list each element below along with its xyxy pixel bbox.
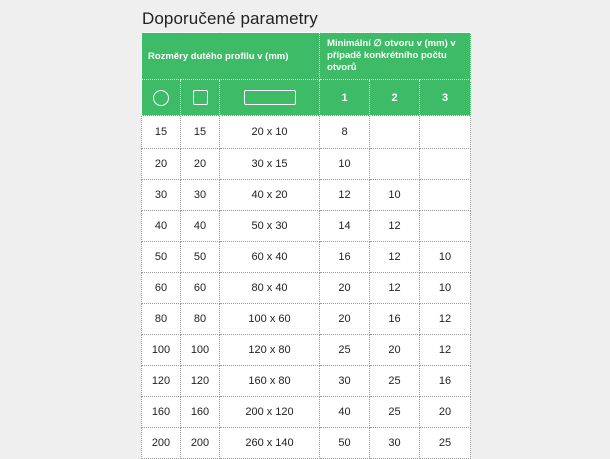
rect-profile-size: 30 x 15 bbox=[220, 149, 320, 180]
rectangle-icon bbox=[244, 90, 296, 105]
table-row bbox=[142, 116, 471, 149]
square-profile-header bbox=[181, 80, 220, 116]
min-diameter-3-holes: 10 bbox=[420, 242, 471, 273]
min-diameter-1-hole: 20 bbox=[320, 304, 370, 335]
square-profile-size: 160 bbox=[181, 397, 220, 428]
square-profile-size: 50 bbox=[181, 242, 220, 273]
min-diameter-1-hole: 30 bbox=[320, 366, 370, 397]
min-diameter-3-holes: 12 bbox=[420, 304, 471, 335]
table-row bbox=[142, 211, 471, 242]
round-profile-size: 100 bbox=[142, 335, 181, 366]
round-profile-size: 15 bbox=[142, 116, 181, 149]
square-profile-size: 120 bbox=[181, 366, 220, 397]
min-diameter-3-holes: 10 bbox=[420, 273, 471, 304]
square-profile-size: 30 bbox=[181, 180, 220, 211]
min-diameter-3-holes: 16 bbox=[420, 366, 471, 397]
min-diameter-2-holes: 12 bbox=[370, 211, 420, 242]
holes-count-1: 1 bbox=[320, 80, 370, 116]
rect-profile-size: 60 x 40 bbox=[220, 242, 320, 273]
square-profile-size: 20 bbox=[181, 149, 220, 180]
min-diameter-1-hole: 10 bbox=[320, 149, 370, 180]
min-diameter-2-holes: 25 bbox=[370, 366, 420, 397]
holes-count-3: 3 bbox=[420, 80, 471, 116]
min-diameter-3-holes: 12 bbox=[420, 335, 471, 366]
rect-profile-size: 120 x 80 bbox=[220, 335, 320, 366]
rect-profile-size: 20 x 10 bbox=[220, 116, 320, 149]
min-diameter-2-holes bbox=[370, 116, 420, 149]
min-diameter-1-hole: 25 bbox=[320, 335, 370, 366]
profile-dimensions-header: Rozměry dutého profilu v (mm) bbox=[142, 33, 320, 80]
square-profile-size: 80 bbox=[181, 304, 220, 335]
min-diameter-3-holes: 20 bbox=[420, 397, 471, 428]
table-row bbox=[142, 273, 471, 304]
round-profile-size: 40 bbox=[142, 211, 181, 242]
min-diameter-2-holes: 10 bbox=[370, 180, 420, 211]
table-row bbox=[142, 335, 471, 366]
table-row bbox=[142, 180, 471, 211]
square-icon bbox=[193, 90, 208, 105]
round-profile-size: 80 bbox=[142, 304, 181, 335]
rect-profile-size: 260 x 140 bbox=[220, 428, 320, 459]
square-profile-size: 200 bbox=[181, 428, 220, 459]
min-diameter-3-holes bbox=[420, 211, 471, 242]
min-diameter-2-holes bbox=[370, 149, 420, 180]
parameters-table bbox=[141, 32, 471, 459]
min-diameter-3-holes bbox=[420, 149, 471, 180]
circle-icon bbox=[153, 90, 169, 106]
min-diameter-2-holes: 20 bbox=[370, 335, 420, 366]
table-row bbox=[142, 397, 471, 428]
min-diameter-1-hole: 16 bbox=[320, 242, 370, 273]
table-row bbox=[142, 428, 471, 459]
min-diameter-3-holes bbox=[420, 180, 471, 211]
min-diameter-1-hole: 20 bbox=[320, 273, 370, 304]
square-profile-size: 100 bbox=[181, 335, 220, 366]
min-diameter-2-holes: 12 bbox=[370, 242, 420, 273]
min-diameter-2-holes: 16 bbox=[370, 304, 420, 335]
square-profile-size: 60 bbox=[181, 273, 220, 304]
square-profile-size: 15 bbox=[181, 116, 220, 149]
min-diameter-3-holes: 25 bbox=[420, 428, 471, 459]
round-profile-size: 60 bbox=[142, 273, 181, 304]
table-row bbox=[142, 242, 471, 273]
min-diameter-2-holes: 25 bbox=[370, 397, 420, 428]
round-profile-size: 200 bbox=[142, 428, 181, 459]
square-profile-size: 40 bbox=[181, 211, 220, 242]
page-title: Doporučené parametry bbox=[142, 9, 318, 28]
round-profile-size: 160 bbox=[142, 397, 181, 428]
rectangular-profile-header bbox=[220, 80, 320, 116]
table-row bbox=[142, 149, 471, 180]
round-profile-size: 120 bbox=[142, 366, 181, 397]
holes-count-2: 2 bbox=[370, 80, 420, 116]
min-diameter-1-hole: 50 bbox=[320, 428, 370, 459]
rect-profile-size: 50 x 30 bbox=[220, 211, 320, 242]
rect-profile-size: 100 x 60 bbox=[220, 304, 320, 335]
table-row bbox=[142, 304, 471, 335]
min-diameter-1-hole: 40 bbox=[320, 397, 370, 428]
round-profile-header bbox=[142, 80, 181, 116]
round-profile-size: 30 bbox=[142, 180, 181, 211]
rect-profile-size: 160 x 80 bbox=[220, 366, 320, 397]
min-diameter-1-hole: 12 bbox=[320, 180, 370, 211]
rect-profile-size: 80 x 40 bbox=[220, 273, 320, 304]
min-diameter-1-hole: 14 bbox=[320, 211, 370, 242]
min-diameter-2-holes: 30 bbox=[370, 428, 420, 459]
min-hole-diameter-header: Minimální ∅ otvoru v (mm) v případě konkrétního počtu otvorů bbox=[320, 33, 471, 80]
round-profile-size: 20 bbox=[142, 149, 181, 180]
min-diameter-1-hole: 8 bbox=[320, 116, 370, 149]
min-diameter-3-holes bbox=[420, 116, 471, 149]
min-diameter-2-holes: 12 bbox=[370, 273, 420, 304]
round-profile-size: 50 bbox=[142, 242, 181, 273]
rect-profile-size: 200 x 120 bbox=[220, 397, 320, 428]
rect-profile-size: 40 x 20 bbox=[220, 180, 320, 211]
table-row bbox=[142, 366, 471, 397]
